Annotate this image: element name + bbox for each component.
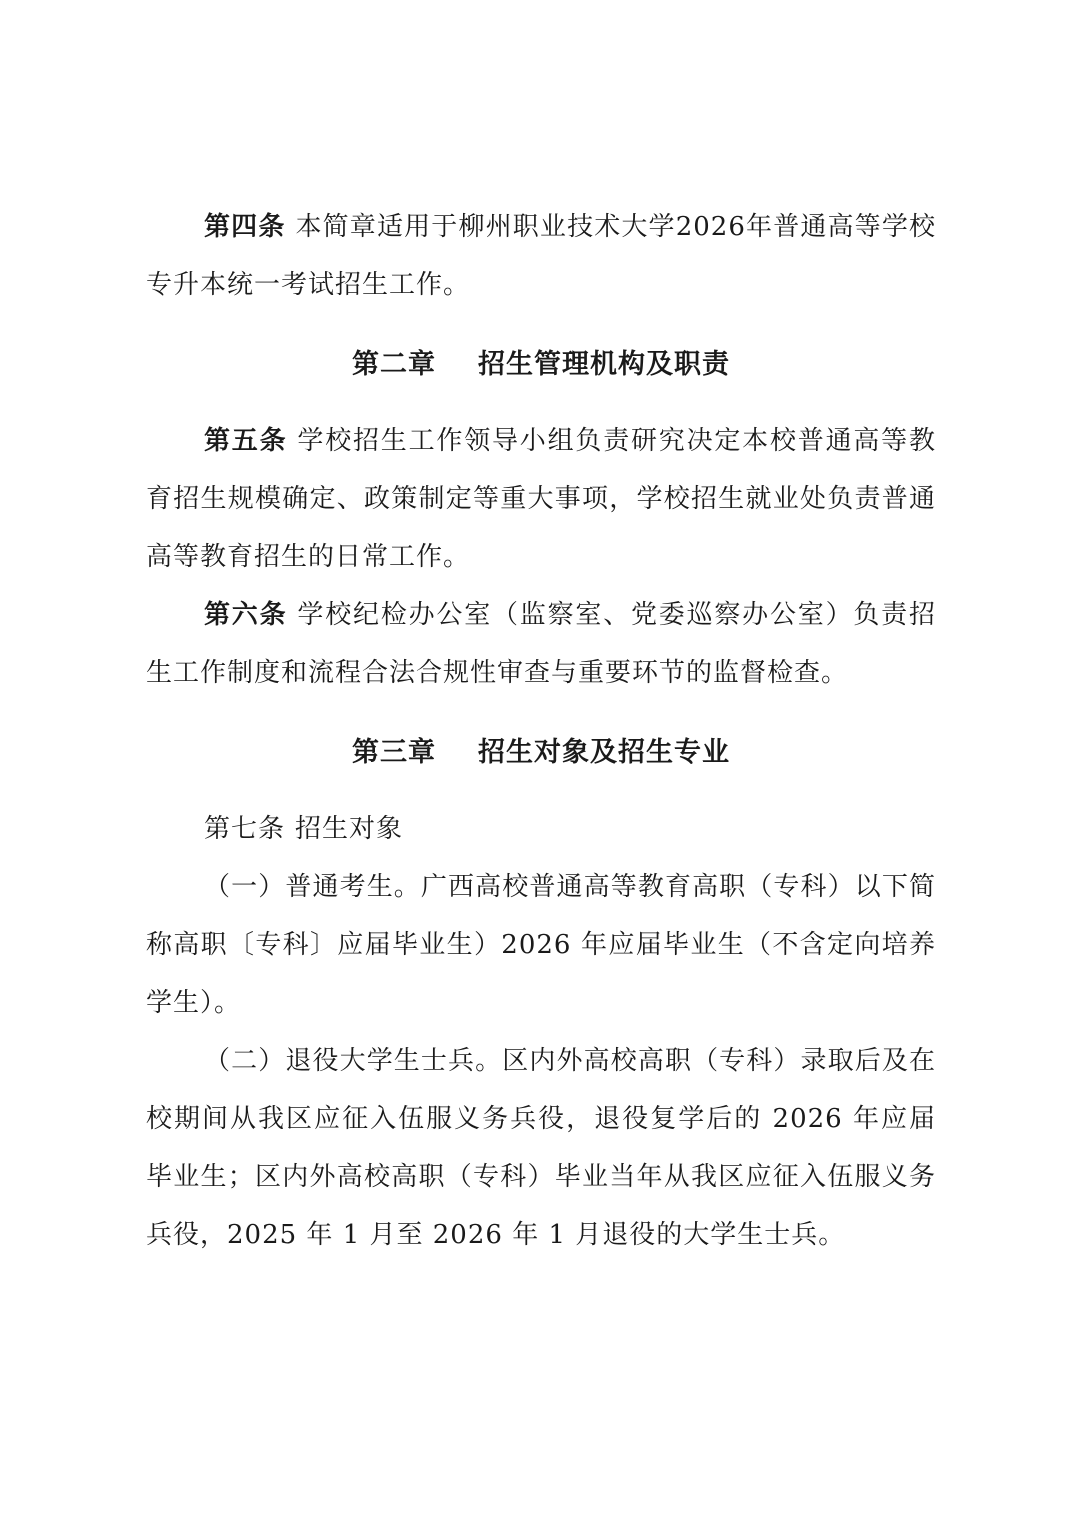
chapter-3-number: 第三章 [352,737,436,768]
article-6-lead: 第六条 [204,600,288,630]
chapter-2-title: 招生管理机构及职责 [478,349,730,380]
article-4-text: 本简章适用于柳州职业技术大学2026年普通高等学校专升本统一考试招生工作。 [146,212,936,300]
article-6-text: 学校纪检办公室（监察室、党委巡察办公室）负责招生工作制度和流程合法合规性审查与重要环节的监督检查。 [146,600,936,688]
article-6 [146,586,936,702]
article-7 [146,800,936,858]
chapter-3-heading [146,724,936,782]
article-7-text: 招生对象 [295,814,404,844]
chapter-2-number: 第二章 [352,349,436,380]
document-body [146,198,936,1264]
article-4-lead: 第四条 [204,212,286,242]
article-5 [146,412,936,586]
item-1 [146,858,936,1032]
chapter-3-title: 招生对象及招生专业 [478,737,730,768]
item-2-text: （二）退役大学生士兵。区内外高校高职（专科）录取后及在校期间从我区应征入伍服义务兵役，退役复学后的 2026 年应届毕业生；区内外高校高职（专科）毕业当年从我区应征入伍服义务兵役，2025 年 1 月至 2026 年 1 月退役的大学生士兵。 [146,1046,936,1250]
article-5-text: 学校招生工作领导小组负责研究决定本校普通高等教育招生规模确定、政策制定等重大事项，学校招生就业处负责普通高等教育招生的日常工作。 [146,426,936,572]
article-7-lead: 第七条 [204,814,286,844]
item-2 [146,1032,936,1264]
chapter-2-heading [146,336,936,394]
article-5-lead: 第五条 [204,426,288,456]
item-1-text: （一）普通考生。广西高校普通高等教育高职（专科）以下简称高职〔专科〕应届毕业生）2026 年应届毕业生（不含定向培养学生）。 [146,872,936,1018]
article-4 [146,198,936,314]
